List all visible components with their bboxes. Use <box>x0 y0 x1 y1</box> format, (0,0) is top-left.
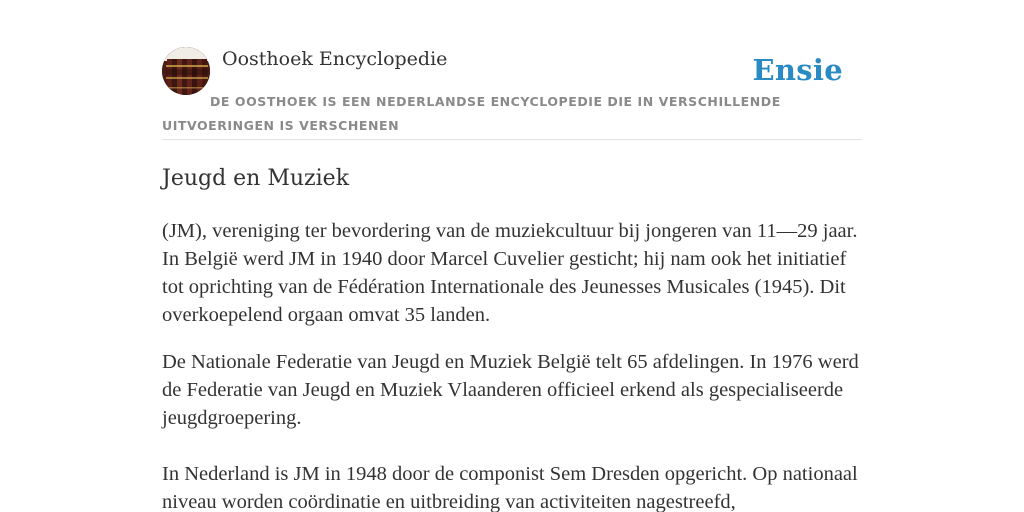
source-title[interactable]: Oosthoek Encyclopedie <box>222 48 448 70</box>
article-title: Jeugd en Muziek <box>162 166 350 191</box>
article-paragraph-1: (JM), vereniging ter bevordering van de muziekcultuur bij jongeren van 11—29 jaar. In België werd JM in 1940 door Marcel Cuvelier gesticht; hij nam ook het initiatief tot oprichting van de Fédération Internationale des Jeunesses Musicales (1945). Dit overkoepelend orgaan omvat 35 landen. <box>162 220 858 326</box>
article-paragraph-2: De Nationale Federatie van Jeugd en Muziek België telt 65 afdelingen. In 1976 werd de Federatie van Jeugd en Muziek Vlaanderen officieel erkend als gespecialiseerde jeugdgroepering. <box>162 351 859 429</box>
source-header <box>162 46 862 140</box>
encyclopedia-books-icon[interactable] <box>162 47 210 95</box>
header-divider <box>162 139 862 140</box>
article-paragraph-3: In Nederland is JM in 1948 door de componist Sem Dresden opgericht. Op nationaal niveau worden coördinatie en uitbreiding van activiteiten nagestreefd, <box>162 463 858 512</box>
article <box>162 160 864 512</box>
brand-logo[interactable]: Ensie <box>752 53 843 87</box>
source-tagline: DE OOSTHOEK IS EEN NEDERLANDSE ENCYCLOPEDIE DIE IN VERSCHILLENDE UITVOERINGEN IS VERSCHENEN <box>162 94 781 133</box>
